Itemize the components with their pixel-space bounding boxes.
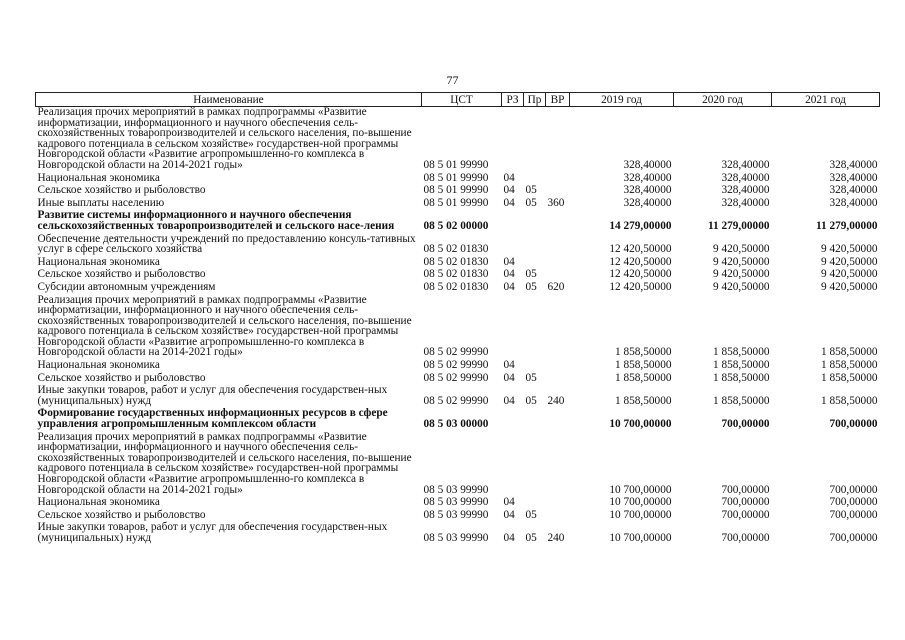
amount-2021-cell: 1 858,50000 (821, 371, 878, 384)
rz-cell: 04 (503, 394, 515, 407)
rz-cell: 04 (503, 508, 515, 521)
name: Сельское хозяйство и рыболовство (37, 184, 206, 197)
table-row (36, 234, 880, 257)
rz-cell (502, 295, 524, 361)
table-row (36, 282, 880, 295)
cst-cell: 08 5 02 01830 (423, 255, 489, 268)
header-vr: ВР (546, 93, 570, 107)
section-row (36, 210, 880, 233)
amount-2019-cell: 14 279,00000 (609, 219, 672, 232)
cst-cell: 08 5 02 00000 (423, 219, 489, 232)
vr-cell (546, 295, 570, 361)
pr-cell: 05 (525, 268, 537, 281)
rz-cell: 04 (503, 196, 515, 209)
pr-cell: 05 (525, 280, 537, 293)
name: Иные закупки товаров, работ и услуг для обеспечения государствен-ных (муниципальных) нужд (37, 521, 388, 544)
vr-cell (546, 510, 570, 523)
budget-table (35, 92, 880, 546)
table-row (36, 185, 880, 198)
name: Реализация прочих мероприятий в рамках подпрограммы «Развитие информатизации, информационного и научного обеспечения сель-скохозяйственных товаропроизводителей и сельского населения, по-вышение кадрового потенциала в сельском хозяйстве» государствен-ной программы Новгородской области «Развитие агропромышленно-го комплекса в Новгородской области на 2014-2021 годы» (37, 293, 412, 359)
cst-cell: 08 5 02 99990 (423, 394, 489, 407)
section-row (36, 408, 880, 431)
amount-2020-cell: 1 858,50000 (713, 359, 770, 372)
name: Национальная экономика (37, 359, 160, 372)
amount-2021-cell: 700,00000 (829, 508, 878, 521)
vr-cell (546, 257, 570, 270)
rz-cell (502, 210, 524, 233)
amount-2019-cell: 328,40000 (623, 184, 672, 197)
amount-2019-cell: 10 700,00000 (609, 418, 672, 431)
rz-cell: 04 (503, 184, 515, 197)
name: Субсидии автономным учреждениям (37, 280, 216, 293)
amount-2019-cell: 10 700,00000 (609, 496, 672, 509)
amount-2020-cell: 9 420,50000 (713, 268, 770, 281)
vr-cell (546, 173, 570, 186)
pr-cell: 05 (525, 196, 537, 209)
amount-2019-cell: 12 420,50000 (609, 243, 672, 256)
header-pr: Пр (524, 93, 546, 107)
amount-2021-cell: 700,00000 (829, 483, 878, 496)
table-body (36, 107, 880, 546)
amount-2020-cell: 328,40000 (721, 171, 770, 184)
amount-2019-cell: 328,40000 (623, 196, 672, 209)
cst-cell: 08 5 03 99990 (423, 483, 489, 496)
table-row (36, 432, 880, 498)
amount-2020-cell: 1 858,50000 (713, 394, 770, 407)
vr-cell (546, 185, 570, 198)
amount-2021-cell: 9 420,50000 (821, 280, 878, 293)
cst-cell: 08 5 01 99990 (423, 184, 489, 197)
amount-2020-cell: 328,40000 (721, 184, 770, 197)
header-2019: 2019 год (570, 93, 674, 107)
cst-cell: 08 5 02 01830 (423, 243, 489, 256)
pr-cell (524, 360, 546, 373)
pr-cell (524, 210, 546, 233)
vr-cell (546, 408, 570, 431)
pr-cell (524, 432, 546, 498)
name: Национальная экономика (37, 255, 160, 268)
header-cst: ЦСТ (422, 93, 502, 107)
name: Национальная экономика (37, 171, 160, 184)
cst-cell: 08 5 01 99990 (423, 196, 489, 209)
amount-2021-cell: 700,00000 (829, 496, 878, 509)
amount-2021-cell: 1 858,50000 (821, 359, 878, 372)
amount-2019-cell: 10 700,00000 (609, 531, 672, 544)
cst-cell: 08 5 01 99990 (423, 158, 489, 171)
amount-2019-cell: 328,40000 (623, 158, 672, 171)
table-row (36, 385, 880, 408)
pr-cell: 05 (525, 184, 537, 197)
amount-2019-cell: 1 858,50000 (615, 346, 672, 359)
cst-cell: 08 5 02 99990 (423, 359, 489, 372)
rz-cell (502, 432, 524, 498)
amount-2020-cell: 700,00000 (721, 508, 770, 521)
rz-cell (502, 107, 524, 173)
amount-2020-cell: 9 420,50000 (713, 280, 770, 293)
name: Реализация прочих мероприятий в рамках подпрограммы «Развитие информатизации, информационного и научного обеспечения сель-скохозяйственных товаропроизводителей и сельского населения, по-вышение кадрового потенциала в сельском хозяйстве» государствен-ной программы Новгородской области «Развитие агропромышленно-го комплекса в Новгородской области на 2014-2021 годы» (37, 106, 412, 171)
amount-2020-cell: 328,40000 (721, 196, 770, 209)
amount-2021-cell: 1 858,50000 (821, 346, 878, 359)
name: Формирование государственных информационных ресурсов в сфере управления агропромышленным комплексом области (37, 407, 388, 431)
pr-cell: 05 (525, 531, 537, 544)
amount-2019-cell: 328,40000 (623, 171, 672, 184)
rz-cell: 04 (503, 171, 515, 184)
amount-2020-cell: 9 420,50000 (713, 243, 770, 256)
table-row (36, 497, 880, 510)
vr-cell: 620 (547, 280, 565, 293)
pr-cell: 05 (525, 508, 537, 521)
amount-2020-cell: 700,00000 (721, 418, 770, 431)
amount-2020-cell: 700,00000 (721, 496, 770, 509)
rz-cell: 04 (503, 531, 515, 544)
pr-cell (524, 497, 546, 510)
page-number: 77 (446, 73, 459, 87)
amount-2019-cell: 1 858,50000 (615, 394, 672, 407)
pr-cell (524, 107, 546, 173)
header-name: Наименование (36, 93, 422, 107)
cst-cell: 08 5 02 99990 (423, 371, 489, 384)
rz-cell: 04 (503, 280, 515, 293)
rz-cell (502, 408, 524, 431)
amount-2019-cell: 12 420,50000 (609, 255, 672, 268)
amount-2019-cell: 1 858,50000 (615, 371, 672, 384)
name: Развитие системы информационного и научного обеспечения сельскохозяйственных товаропроизводителей и сельского насе-ления (37, 209, 395, 232)
name: Обеспечение деятельности учреждений по предоставлению консуль-тативных услуг в сфере сельского хозяйства (37, 232, 416, 256)
cst-cell: 08 5 03 00000 (423, 418, 489, 431)
table-row (36, 107, 880, 173)
pr-cell: 05 (525, 371, 537, 384)
vr-cell (546, 373, 570, 386)
rz-cell (502, 234, 524, 257)
header-2020: 2020 год (674, 93, 772, 107)
rz-cell: 04 (503, 496, 515, 509)
table-row (36, 360, 880, 373)
vr-cell (546, 234, 570, 257)
rz-cell: 04 (503, 359, 515, 372)
rz-cell: 04 (503, 255, 515, 268)
amount-2021-cell: 1 858,50000 (821, 394, 878, 407)
amount-2021-cell: 700,00000 (829, 418, 878, 431)
amount-2021-cell: 9 420,50000 (821, 255, 878, 268)
name: Национальная экономика (37, 496, 160, 509)
amount-2021-cell: 9 420,50000 (821, 268, 878, 281)
amount-2019-cell: 10 700,00000 (609, 508, 672, 521)
vr-cell (546, 360, 570, 373)
amount-2020-cell: 700,00000 (721, 483, 770, 496)
amount-2021-cell: 328,40000 (829, 196, 878, 209)
pr-cell: 05 (525, 394, 537, 407)
amount-2021-cell: 9 420,50000 (821, 243, 878, 256)
header-rz: РЗ (502, 93, 524, 107)
cst-cell: 08 5 02 01830 (423, 280, 489, 293)
amount-2021-cell: 328,40000 (829, 184, 878, 197)
amount-2019-cell: 10 700,00000 (609, 483, 672, 496)
cst-cell: 08 5 03 99990 (423, 496, 489, 509)
vr-cell (546, 107, 570, 173)
vr-cell: 360 (547, 196, 565, 209)
amount-2021-cell: 700,00000 (829, 531, 878, 544)
table-row (36, 295, 880, 361)
cst-cell: 08 5 03 99990 (423, 531, 489, 544)
name: Иные закупки товаров, работ и услуг для обеспечения государствен-ных (муниципальных) нужд (37, 384, 388, 407)
cst-cell: 08 5 03 99990 (423, 508, 489, 521)
amount-2021-cell: 11 279,00000 (815, 219, 878, 232)
name: Реализация прочих мероприятий в рамках подпрограммы «Развитие информатизации, информационного и научного обеспечения сель-скохозяйственных товаропроизводителей и сельского населения, по-вышение кадрового потенциала в сельском хозяйстве» государствен-ной программы Новгородской области «Развитие агропромышленно-го комплекса в Новгородской области на 2014-2021 годы» (37, 430, 412, 496)
vr-cell (546, 432, 570, 498)
cst-cell: 08 5 02 99990 (423, 346, 489, 359)
amount-2019-cell: 12 420,50000 (609, 268, 672, 281)
amount-2021-cell: 328,40000 (829, 171, 878, 184)
amount-2021-cell: 328,40000 (829, 158, 878, 171)
name: Сельское хозяйство и рыболовство (37, 268, 206, 281)
pr-cell (524, 234, 546, 257)
cst-cell: 08 5 02 01830 (423, 268, 489, 281)
rz-cell: 04 (503, 268, 515, 281)
header-2021: 2021 год (772, 93, 880, 107)
amount-2020-cell: 328,40000 (721, 158, 770, 171)
table-header (36, 93, 880, 107)
vr-cell: 240 (547, 531, 565, 544)
amount-2020-cell: 1 858,50000 (713, 346, 770, 359)
cst-cell: 08 5 01 99990 (423, 171, 489, 184)
amount-2020-cell: 9 420,50000 (713, 255, 770, 268)
name: Сельское хозяйство и рыболовство (37, 508, 206, 521)
amount-2020-cell: 11 279,00000 (707, 219, 770, 232)
name: Сельское хозяйство и рыболовство (37, 371, 206, 384)
vr-cell (546, 210, 570, 233)
amount-2019-cell: 1 858,50000 (615, 359, 672, 372)
amount-2019-cell: 12 420,50000 (609, 280, 672, 293)
table-row (36, 522, 880, 545)
pr-cell (524, 295, 546, 361)
pr-cell (524, 408, 546, 431)
name: Иные выплаты населению (37, 196, 165, 209)
vr-cell (546, 497, 570, 510)
rz-cell: 04 (503, 371, 515, 384)
amount-2020-cell: 1 858,50000 (713, 371, 770, 384)
vr-cell: 240 (547, 394, 565, 407)
amount-2020-cell: 700,00000 (721, 531, 770, 544)
